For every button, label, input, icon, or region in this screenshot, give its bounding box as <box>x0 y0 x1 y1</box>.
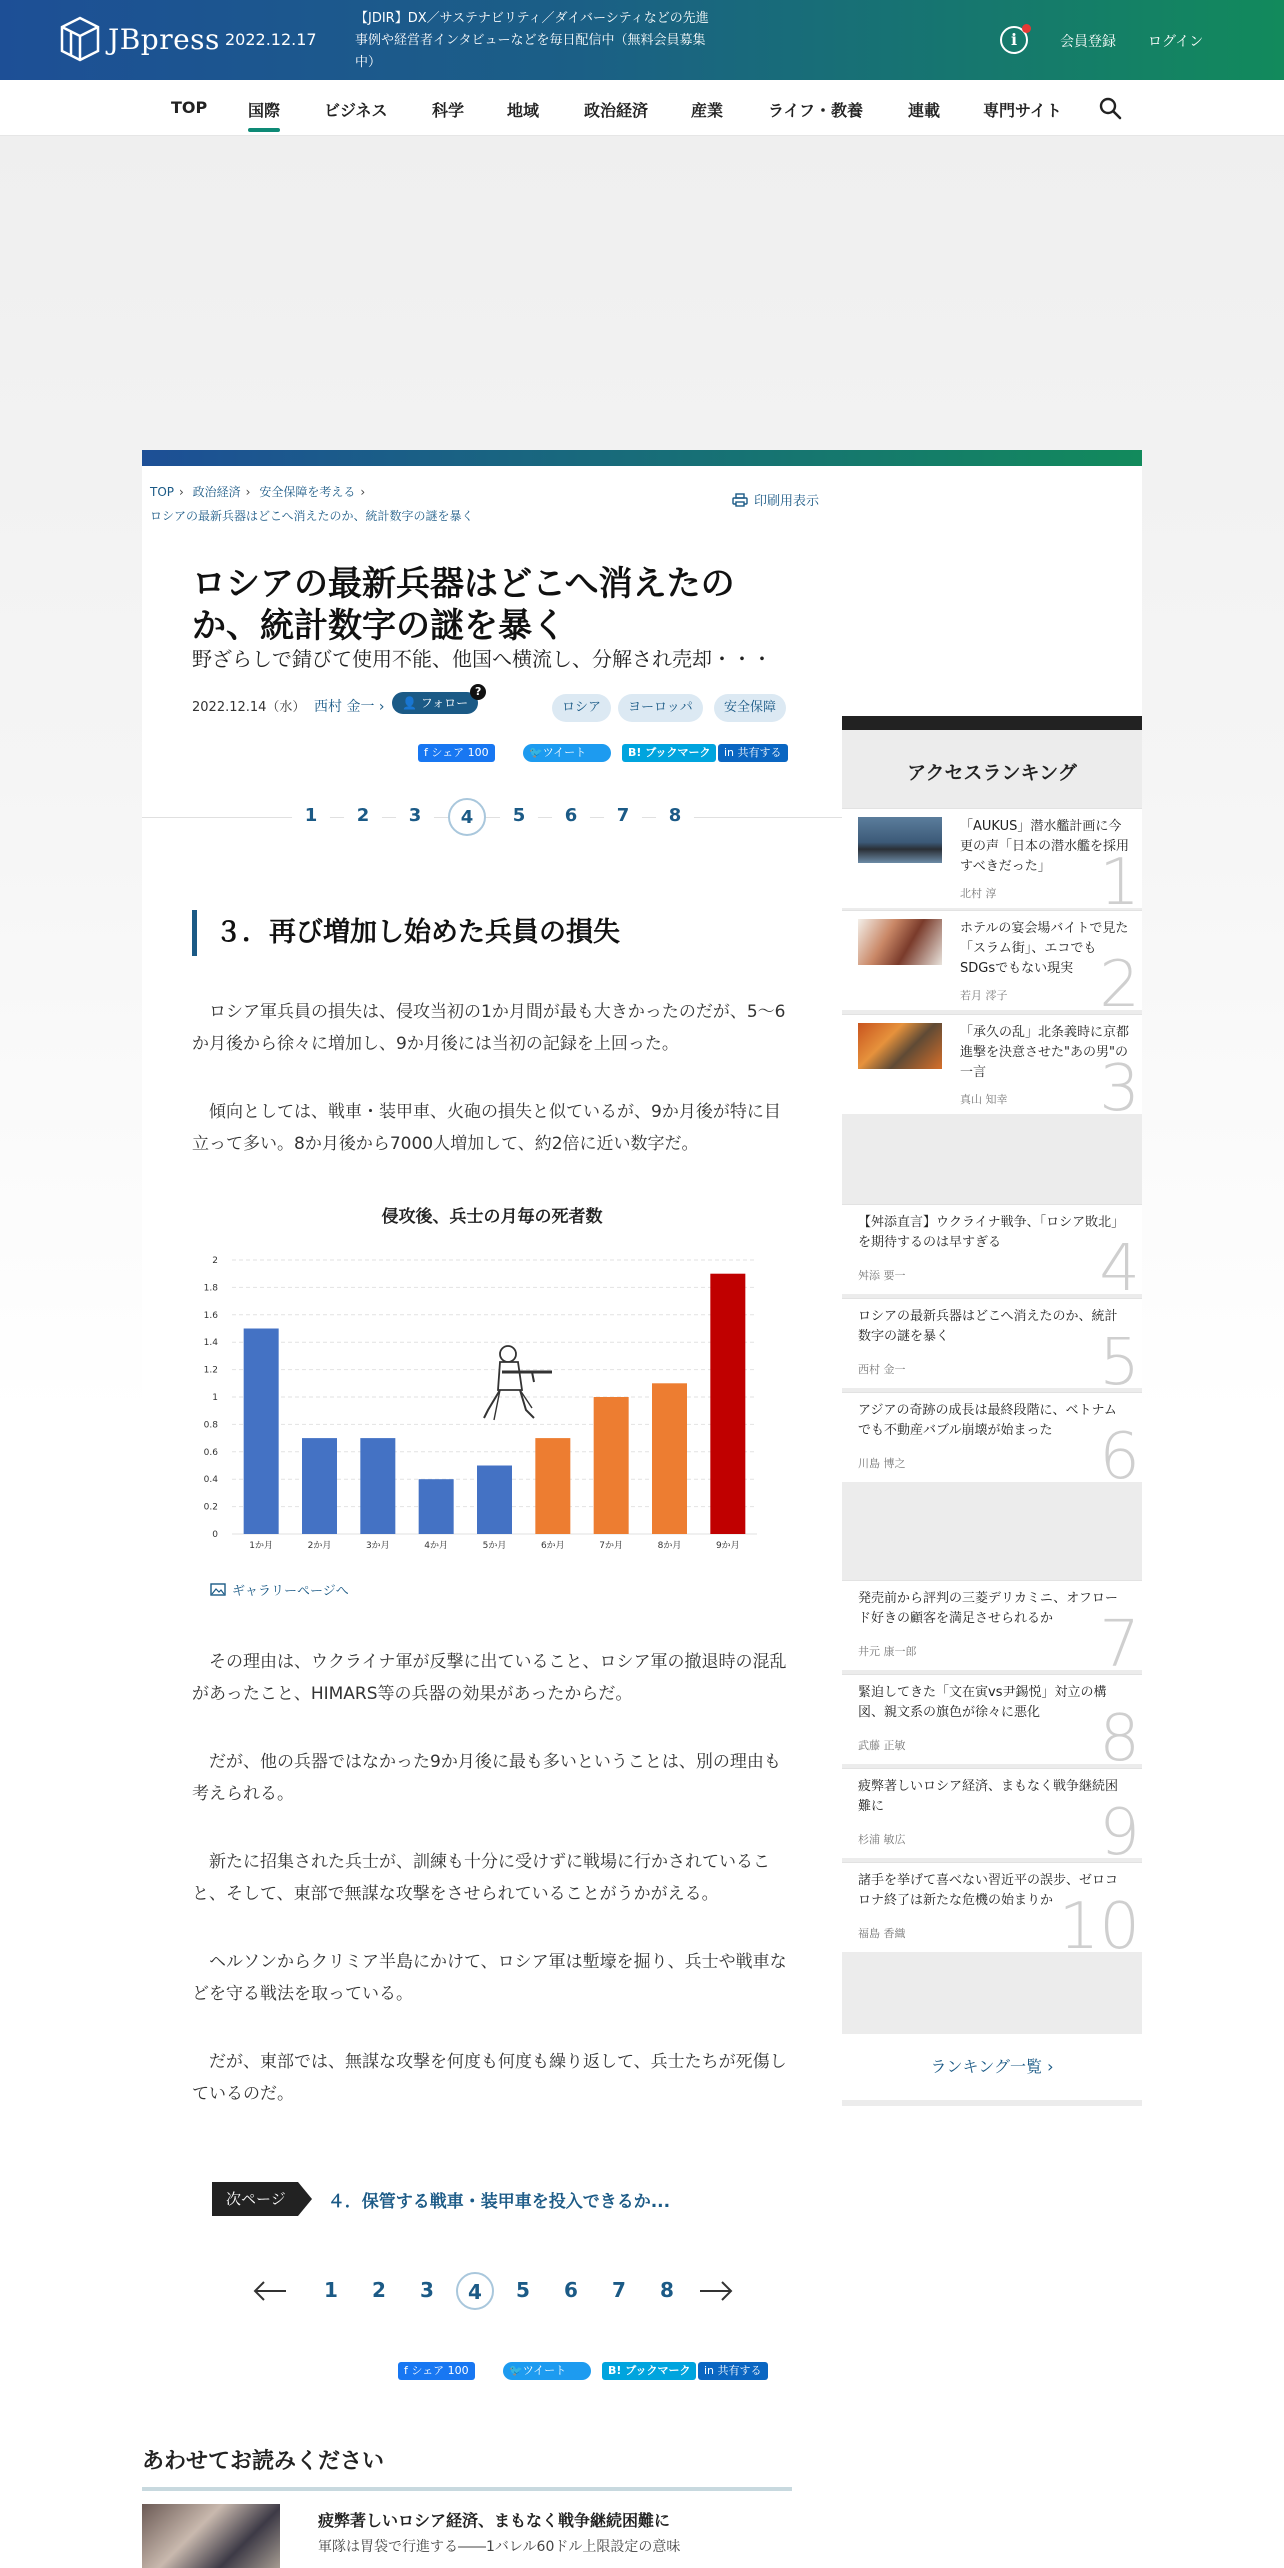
related-thumbnail[interactable] <box>142 2504 280 2568</box>
ranking-number: 7 <box>1099 1608 1140 1670</box>
bar-6[interactable] <box>535 1438 570 1534</box>
y-tick-label: 1 <box>212 1393 218 1403</box>
author-link[interactable]: 西村 金一 › <box>314 699 385 715</box>
bar-7[interactable] <box>594 1397 629 1534</box>
ranking-item[interactable] <box>842 808 1142 908</box>
ranking-item-author: 北村 淳 <box>960 887 997 900</box>
ranking-item-title: 緊迫してきた「文在寅vs尹錫悦」対立の構図、親文系の旗色が徐々に悪化 <box>858 1685 1107 1720</box>
linkedin-share-button[interactable] <box>718 744 788 762</box>
ranking-item[interactable] <box>842 1768 1142 1858</box>
page-1-link[interactable]: 1 <box>324 2278 338 2302</box>
content-top-bar <box>142 450 1142 466</box>
author-name: 西村 金一 <box>314 699 375 715</box>
article-paragraph: ヘルソンからクリミア半島にかけて、ロシア軍は塹壕を掘り、兵士や戦車などを守る戦法を取っている。 <box>192 1952 787 2004</box>
article-paragraph: 新たに招集された兵士が、訓練も十分に受けずに戦場に行かされていること、そして、東部で無謀な攻撃をさせられていることがうかがえる。 <box>192 1852 770 1904</box>
y-tick-label: 0 <box>212 1530 218 1540</box>
top-header <box>0 0 1284 80</box>
y-tick-label: 1.2 <box>203 1365 218 1376</box>
tweet-button[interactable] <box>523 744 611 762</box>
pagination-top <box>142 798 842 838</box>
article-main <box>142 466 842 2568</box>
tweet-label: ツイート <box>522 2364 567 2377</box>
ranking-item-author: 若月 澪子 <box>960 989 1008 1002</box>
page-8-link[interactable]: 8 <box>660 2278 674 2302</box>
twitter-icon: 🐦 <box>529 746 543 759</box>
bar-2[interactable] <box>302 1438 337 1534</box>
ranking-number: 5 <box>1099 1326 1140 1388</box>
logo-cube-icon <box>60 16 100 62</box>
print-button[interactable] <box>732 490 819 509</box>
breadcrumb-top[interactable]: TOP <box>150 485 175 499</box>
ranking-item[interactable] <box>842 1392 1142 1482</box>
deaths-bar-chart[interactable] <box>192 1252 792 1572</box>
bar-1[interactable] <box>244 1329 279 1535</box>
info-icon[interactable]: i <box>1000 26 1028 54</box>
nav-item-life-culture[interactable]: ライフ・教養 <box>768 101 864 120</box>
bar-3[interactable] <box>360 1438 395 1534</box>
x-tick-label: 2か月 <box>307 1541 332 1551</box>
arrow-left-icon[interactable] <box>252 2280 288 2306</box>
section-heading: ３．再び増加し始めた兵員の損失 <box>192 910 620 956</box>
tweet-label: ツイート <box>542 746 587 759</box>
linkedin-share-label: 共有する <box>717 2364 762 2377</box>
user-plus-icon: 👤 <box>402 696 417 710</box>
page-4-current[interactable]: 4 <box>448 798 486 836</box>
linkedin-icon: in <box>704 2364 715 2377</box>
follow-button[interactable] <box>392 685 482 714</box>
ranking-item-title: アジアの奇跡の成長は最終段階に、ベトナムでも不動産バブル崩壊が始まった <box>858 1403 1117 1438</box>
article-subtitle: 野ざらしで錆びて使用不能、他国へ横流し、分解され売却・・・ <box>192 647 772 671</box>
article-paragraph: その理由は、ウクライナ軍が反撃に出ていること、ロシア軍の撤退時の混乱があったこと、HIMARS等の兵器の効果があったからだ。 <box>192 1652 787 1704</box>
y-tick-label: 1.4 <box>203 1338 218 1349</box>
x-tick-label: 1か月 <box>249 1541 274 1551</box>
article-paragraph: だが、東部では、無謀な攻撃を何度も何度も繰り返して、兵士たちが死傷しているのだ。 <box>192 2052 787 2104</box>
nav-item-science[interactable]: 科学 <box>432 101 465 120</box>
nav-item-series[interactable]: 連載 <box>908 101 941 120</box>
facebook-share-label: シェア <box>411 2364 445 2377</box>
facebook-share-button[interactable] <box>398 2362 475 2380</box>
chart-title: 侵攻後、兵士の月毎の死者数 <box>381 1207 603 1227</box>
chevron-right-icon: › <box>245 485 251 499</box>
page-3-link[interactable]: 3 <box>420 2278 434 2302</box>
chevron-right-icon: › <box>360 485 366 499</box>
ranking-item-title: 「AUKUS」潜水艦計画に今更の声「日本の潜水艦を採用すべきだった」 <box>960 819 1130 874</box>
y-tick-label: 2 <box>212 1256 218 1266</box>
x-tick-label: 9か月 <box>715 1541 740 1551</box>
linkedin-icon: in <box>724 746 735 759</box>
ranking-item-author: 舛添 要一 <box>858 1269 906 1282</box>
printer-icon <box>732 493 748 507</box>
next-page-label: 次ページ <box>212 2182 298 2216</box>
facebook-share-button[interactable] <box>418 744 495 762</box>
y-tick-label: 1.8 <box>203 1283 218 1294</box>
print-label: 印刷用表示 <box>754 494 820 509</box>
ranking-item-author: 川島 博之 <box>858 1457 906 1470</box>
page-2-link[interactable]: 2 <box>372 2278 386 2302</box>
register-link[interactable]: 会員登録 <box>1060 34 1116 50</box>
article-date: 2022.12.14（水） <box>192 700 306 715</box>
nav-item-special-sites[interactable]: 専門サイト <box>983 101 1062 120</box>
ranking-number: 2 <box>1099 948 1140 1010</box>
tweet-button[interactable] <box>503 2362 591 2380</box>
ranking-number: 9 <box>1099 1796 1140 1858</box>
ranking-item[interactable] <box>842 910 1142 1010</box>
next-page-title: ４．保管する戦車・装甲車を投入できるか... <box>327 2191 671 2212</box>
ranking-item-author: 武藤 正敏 <box>858 1739 906 1752</box>
bar-5[interactable] <box>477 1466 512 1535</box>
notification-dot <box>1022 24 1031 33</box>
facebook-share-label: シェア <box>431 746 465 759</box>
header-date: 2022.12.17 <box>225 30 317 49</box>
tag-europe[interactable]: ヨーロッパ <box>618 694 703 722</box>
breadcrumb <box>150 480 474 528</box>
page-7-link[interactable]: 7 <box>612 2278 626 2302</box>
ranking-all-link[interactable]: ランキング一覧 › <box>842 2034 1142 2100</box>
pager-divider <box>142 817 842 818</box>
page-6-link[interactable]: 6 <box>564 2278 578 2302</box>
breadcrumb-current[interactable]: ロシアの最新兵器はどこへ消えたのか、統計数字の謎を暴く <box>150 509 474 523</box>
ranking-number: 1 <box>1099 846 1140 908</box>
ranking-item-title: 諸手を挙げて喜べない習近平の誤步、ゼロコロナ終了は新たな危機の始まりか <box>858 1873 1119 1908</box>
breadcrumb-security[interactable]: 安全保障を考える <box>259 485 356 499</box>
hatena-bookmark-button[interactable]: B! ブックマーク <box>602 2362 696 2380</box>
arrow-right-icon[interactable] <box>698 2280 734 2306</box>
y-tick-label: 0.8 <box>203 1420 218 1431</box>
ranking-number: 4 <box>1099 1232 1140 1294</box>
ranking-item-author: 井元 康一郎 <box>858 1645 917 1658</box>
facebook-icon: f <box>404 2364 408 2377</box>
gallery-link[interactable] <box>210 1580 349 1599</box>
bar-4[interactable] <box>419 1479 454 1534</box>
x-tick-label: 4か月 <box>424 1541 449 1551</box>
related-article-subtitle: 軍隊は胃袋で行進する――1バレル60ドル上限設定の意味 <box>318 2539 681 2555</box>
ranking-all-label: ランキング一覧 <box>930 2057 1043 2076</box>
page-1-link[interactable]: 1 <box>292 798 330 836</box>
y-tick-label: 0.4 <box>203 1475 218 1486</box>
ranking-item-title: 発売前から評判の三菱デリカミニ、オフロード好きの顧客を満足させられるか <box>858 1591 1118 1626</box>
nav-item-top[interactable]: TOP <box>171 98 208 117</box>
linkedin-share-label: 共有する <box>737 746 782 759</box>
page-6-link[interactable]: 6 <box>552 798 590 836</box>
ranking-number: 6 <box>1099 1420 1140 1482</box>
ranking-item-author: 福島 香織 <box>858 1927 906 1940</box>
article-paragraph: ロシア軍兵員の損失は、侵攻当初の1か月間が最も大きかったのだが、5～6か月後から徐々に増加し、9か月後には当初の記録を上回った。 <box>192 1002 786 1054</box>
facebook-share-count: 100 <box>447 2364 469 2377</box>
ranking-thumbnail <box>858 919 942 965</box>
ranking-item[interactable] <box>842 1580 1142 1670</box>
jbpress-logo[interactable] <box>60 16 220 62</box>
help-icon[interactable]: ? <box>470 684 486 700</box>
sidebar-top-bar <box>842 716 1142 730</box>
search-icon[interactable] <box>1098 96 1122 124</box>
ranking-item[interactable] <box>842 1862 1142 1952</box>
page-8-link[interactable]: 8 <box>656 798 694 836</box>
x-tick-label: 8か月 <box>657 1541 682 1551</box>
pagination-bottom <box>242 2272 742 2312</box>
login-link[interactable]: ログイン <box>1148 34 1204 50</box>
facebook-share-count: 100 <box>467 746 489 759</box>
article-title: ロシアの最新兵器はどこへ消えたのか、統計数字の謎を暴く <box>192 564 735 646</box>
ranking-thumbnail <box>858 817 942 863</box>
promo-link[interactable]: 【JDIR】DX／サステナビリティ／ダイバーシティなどの先進事例や経営者インタビューなどを毎日配信中（無料会員募集中） <box>355 11 709 70</box>
sidebar <box>842 466 1142 2106</box>
x-tick-label: 3か月 <box>365 1541 390 1551</box>
page-3-link[interactable]: 3 <box>396 798 434 836</box>
page-5-link[interactable]: 5 <box>516 2278 530 2302</box>
article-paragraph: 傾向としては、戦車・装甲車、火砲の損失と似ているが、9か月後が特に目立って多い。8か月後から7000人増加して、約2倍に近い数字だ。 <box>192 1102 781 1154</box>
x-tick-label: 5か月 <box>482 1541 507 1551</box>
next-page-link[interactable] <box>212 2182 670 2216</box>
nav-item-region[interactable]: 地域 <box>507 101 540 120</box>
access-ranking <box>842 730 1142 2106</box>
ranking-item-title: 疲弊著しいロシア経済、まもなく戦争継続困難に <box>858 1779 1119 1814</box>
ranking-item[interactable] <box>842 1674 1142 1764</box>
y-tick-label: 0.2 <box>203 1502 218 1513</box>
facebook-icon: f <box>424 746 428 759</box>
bar-9[interactable] <box>710 1274 745 1534</box>
nav-item-business[interactable]: ビジネス <box>324 101 388 120</box>
follow-label: フォロー <box>420 696 469 710</box>
soldier-illustration <box>484 1346 552 1420</box>
ranking-item-author: 西村 金一 <box>858 1363 906 1376</box>
tag-russia[interactable]: ロシア <box>552 694 611 722</box>
bar-8[interactable] <box>652 1383 687 1534</box>
logo-text: JBpress <box>108 22 220 56</box>
image-icon <box>210 1583 226 1596</box>
nav-item-politics-economy[interactable]: 政治経済 <box>584 101 649 120</box>
nav-item-industry[interactable]: 産業 <box>691 101 724 120</box>
ranking-thumbnail <box>858 1023 942 1069</box>
x-tick-label: 6か月 <box>540 1541 565 1551</box>
article-paragraph: だが、他の兵器ではなかった9か月後に最も多いということは、別の理由も考えられる。 <box>192 1752 781 1804</box>
ranking-number: 10 <box>1058 1890 1140 1952</box>
main-nav <box>0 80 1284 136</box>
gallery-label: ギャラリーページへ <box>232 1584 349 1599</box>
linkedin-share-button[interactable] <box>698 2362 768 2380</box>
nav-item-international[interactable]: 国際 <box>248 98 280 121</box>
ranking-item[interactable] <box>842 1014 1142 1114</box>
ranking-item-title: 「承久の乱」北条義時に京都進撃を決意させた"あの男"の一言 <box>960 1025 1130 1080</box>
page-5-link[interactable]: 5 <box>500 798 538 836</box>
twitter-icon: 🐦 <box>509 2364 523 2377</box>
ranking-item-title: 【舛添直言】ウクライナ戦争、「ロシア敗北」を期待するのは早すぎる <box>858 1215 1125 1250</box>
breadcrumb-politics-economy[interactable]: 政治経済 <box>192 485 241 499</box>
y-tick-label: 0.6 <box>203 1447 218 1458</box>
chevron-right-icon: › <box>179 485 184 499</box>
tag-security[interactable]: 安全保障 <box>714 694 786 722</box>
ranking-number: 3 <box>1099 1052 1140 1114</box>
related-heading: あわせてお読みください <box>142 2444 792 2491</box>
page-7-link[interactable]: 7 <box>604 798 642 836</box>
ranking-number: 8 <box>1099 1702 1140 1764</box>
ranking-item-title: ロシアの最新兵器はどこへ消えたのか、統計数字の謎を暴く <box>858 1309 1118 1344</box>
ranking-item[interactable] <box>842 1298 1142 1388</box>
x-tick-label: 7か月 <box>599 1541 624 1551</box>
hatena-bookmark-button[interactable]: B! ブックマーク <box>622 744 716 762</box>
ranking-item-author: 杉浦 敏広 <box>858 1833 906 1846</box>
ranking-item-title: ホテルの宴会場バイトで見た「スラム街」、エコでもSDGsでもない現実 <box>960 921 1129 976</box>
page-4-current[interactable]: 4 <box>456 2272 494 2310</box>
y-tick-label: 1.6 <box>203 1310 218 1321</box>
ranking-item[interactable] <box>842 1204 1142 1294</box>
ranking-item-author: 真山 知幸 <box>960 1093 1008 1106</box>
related-article-title[interactable]: 疲弊著しいロシア経済、まもなく戦争継続困難に <box>318 2511 671 2530</box>
ranking-title: アクセスランキング <box>907 762 1077 784</box>
page-2-link[interactable]: 2 <box>344 798 382 836</box>
